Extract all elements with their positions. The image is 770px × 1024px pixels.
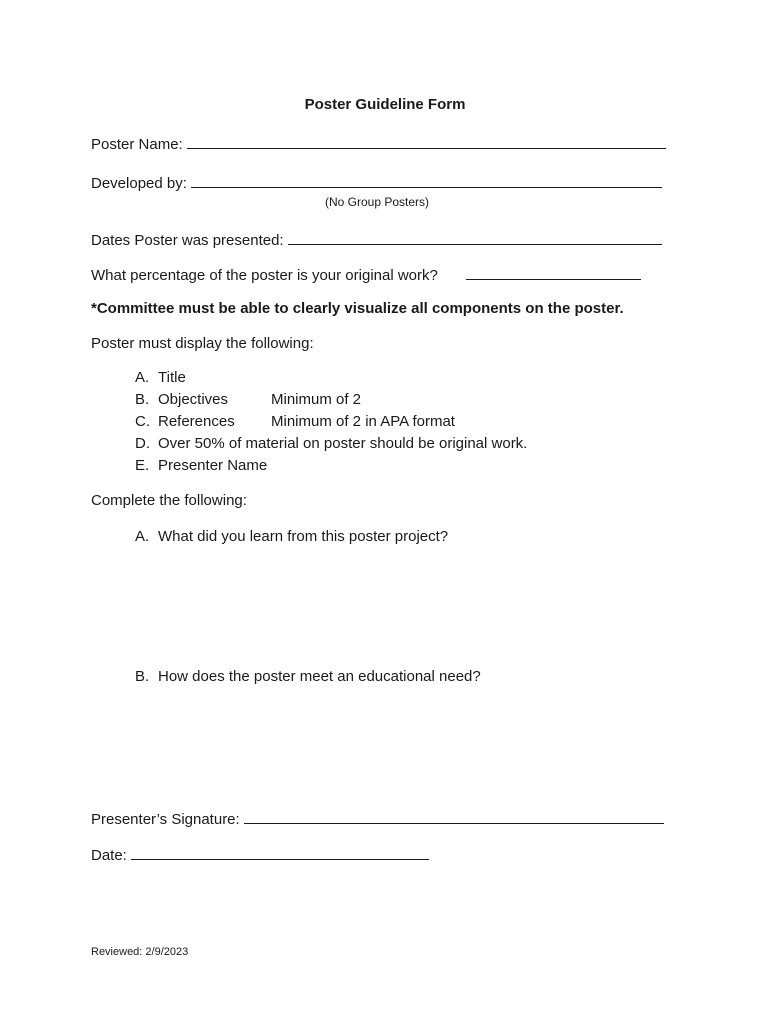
question-letter: B. <box>135 668 150 685</box>
list-item <box>135 433 527 455</box>
developed-by-row <box>91 173 662 193</box>
list-item <box>135 411 527 433</box>
list-item <box>135 389 527 411</box>
dates-presented-field[interactable] <box>288 230 662 245</box>
committee-note: *Committee must be able to clearly visualize all components on the poster. <box>91 300 624 317</box>
poster-name-field[interactable] <box>187 134 666 149</box>
display-list <box>135 367 527 477</box>
list-letter: C. <box>135 413 150 430</box>
list-detail: Minimum of 2 <box>271 391 362 408</box>
dates-presented-row <box>91 230 662 250</box>
question-letter: A. <box>135 528 150 545</box>
complete-intro: Complete the following: <box>91 492 247 509</box>
list-detail: Minimum of 2 in APA format <box>271 413 455 430</box>
list-letter: D. <box>135 435 150 452</box>
poster-name-label: Poster Name: <box>91 136 183 153</box>
percentage-row <box>91 265 641 285</box>
list-letter: A. <box>135 369 150 386</box>
date-label: Date: <box>91 847 127 864</box>
percentage-field[interactable] <box>466 265 641 280</box>
list-item <box>135 367 527 389</box>
poster-name-row <box>91 134 666 154</box>
list-label: Over 50% of material on poster should be original work. <box>158 435 528 452</box>
developed-by-label: Developed by: <box>91 175 187 192</box>
list-item <box>135 455 527 477</box>
question-row <box>135 666 481 688</box>
reviewed-date: Reviewed: 2/9/2023 <box>91 946 189 958</box>
list-label: References <box>158 413 235 430</box>
no-group-note: (No Group Posters) <box>324 195 430 209</box>
list-label: Presenter Name <box>158 457 268 474</box>
form-title: Poster Guideline Form <box>304 96 466 113</box>
list-label: Objectives <box>158 391 229 408</box>
question-a <box>135 526 448 548</box>
date-field[interactable] <box>131 845 429 860</box>
developed-by-field[interactable] <box>191 173 662 188</box>
question-text: What did you learn from this poster project? <box>158 528 449 545</box>
signature-field[interactable] <box>244 809 664 824</box>
question-row <box>135 526 448 548</box>
display-intro: Poster must display the following: <box>91 335 314 352</box>
signature-label: Presenter’s Signature: <box>91 811 240 828</box>
percentage-label: What percentage of the poster is your original work? <box>91 267 438 284</box>
dates-presented-label: Dates Poster was presented: <box>91 232 284 249</box>
list-label: Title <box>158 369 186 386</box>
date-row <box>91 845 429 865</box>
question-text: How does the poster meet an educational need? <box>158 668 481 685</box>
question-b <box>135 666 481 688</box>
list-letter: E. <box>135 457 150 474</box>
list-letter: B. <box>135 391 150 408</box>
signature-row <box>91 809 664 829</box>
